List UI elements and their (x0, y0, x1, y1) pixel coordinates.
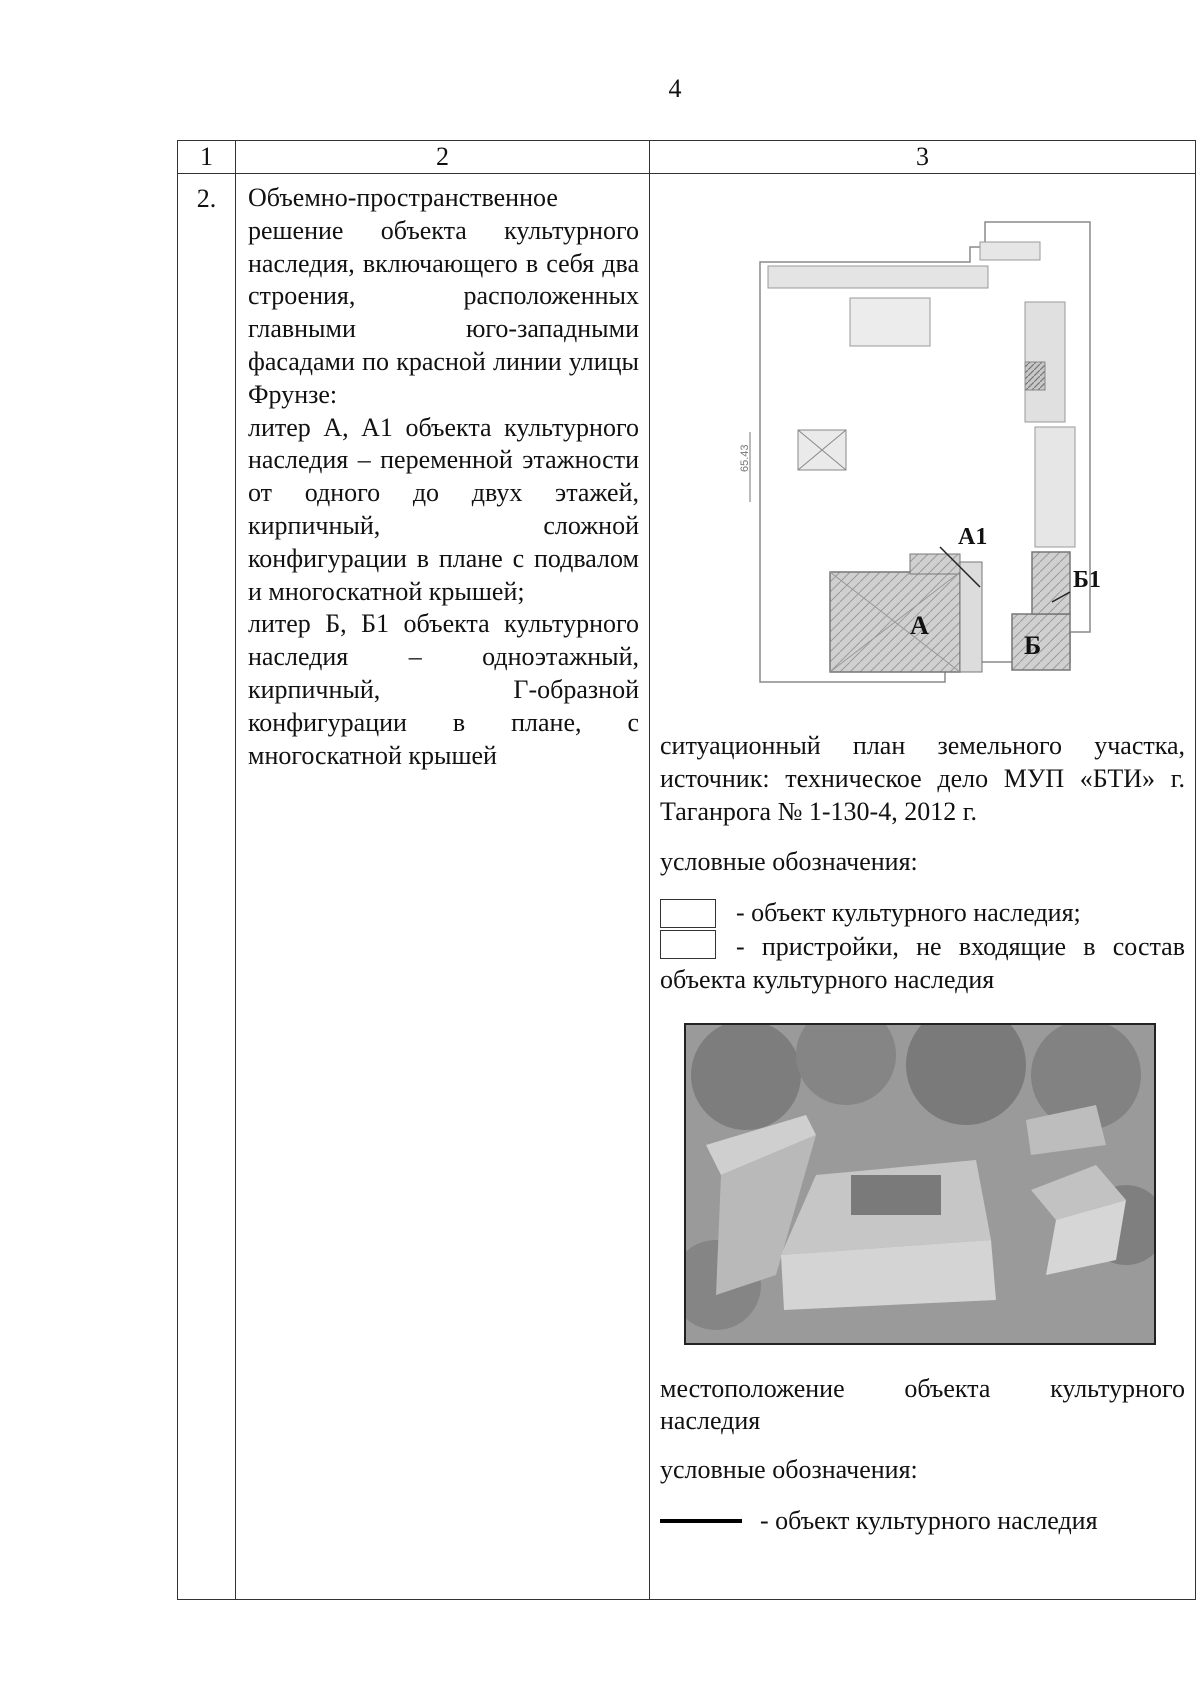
row-description (236, 174, 650, 1600)
legend-item (660, 930, 1185, 997)
page-number: 4 (668, 74, 682, 103)
legend-line-swatch (660, 1519, 742, 1523)
row-number: 2. (178, 174, 236, 1600)
svg-text:65.43: 65.43 (740, 444, 751, 472)
photo-caption: местоположение объекта культурного наследия (660, 1373, 1185, 1436)
heritage-table (177, 140, 1196, 1600)
legend-label: - объект культурного наследия (760, 1505, 1098, 1535)
legend-item (660, 1505, 1185, 1538)
legend-item (660, 897, 1185, 930)
legend-swatch (660, 899, 716, 928)
header-col-1: 1 (178, 141, 236, 174)
plan-label-b1: Б1 (1073, 567, 1101, 593)
description-paragraph: Объемно-пространственное решение объекта культурного наследия, включающего в себя два строения, расположенных главными юго-западными фасадами по красной линии улицы Фрунзе: (248, 183, 639, 409)
table-header-row (178, 141, 1196, 174)
legend-swatch (660, 930, 716, 959)
photo-legend-title: условные обозначения: (660, 1455, 918, 1485)
plan-caption: ситуационный план земельного участка, источник: техническое дело МУП «БТИ» г. Таганрога № 1-130-4, 2012 г. (660, 731, 1185, 826)
header-col-3: 3 (650, 141, 1196, 174)
plan-label-a: А (910, 611, 929, 640)
table-row (178, 174, 1196, 1600)
legend-label: - пристройки, не входящие в состав объекта культурного наследия (660, 931, 1185, 994)
plan-label-a1: А1 (958, 524, 988, 550)
row-illustrations (650, 174, 1196, 1600)
description-paragraph: литер А, А1 объекта культурного наследия – переменной этажности от одного до двух этажей, кирпичный, сложной конфигурации в плане с подвалом и многоскатной крышей; (248, 412, 639, 606)
plan-legend-title: условные обозначения: (660, 847, 918, 877)
site-plan-drawing (740, 202, 1120, 712)
aerial-photo (684, 1023, 1156, 1345)
description-paragraph: литер Б, Б1 объекта культурного наследия – одноэтажный, кирпичный, Г-образной конфигурации в плане, с многоскатной крышей (248, 609, 639, 770)
plan-label-b: Б (1024, 631, 1042, 660)
legend-label: - объект культурного наследия; (736, 898, 1081, 928)
header-col-2: 2 (236, 141, 650, 174)
